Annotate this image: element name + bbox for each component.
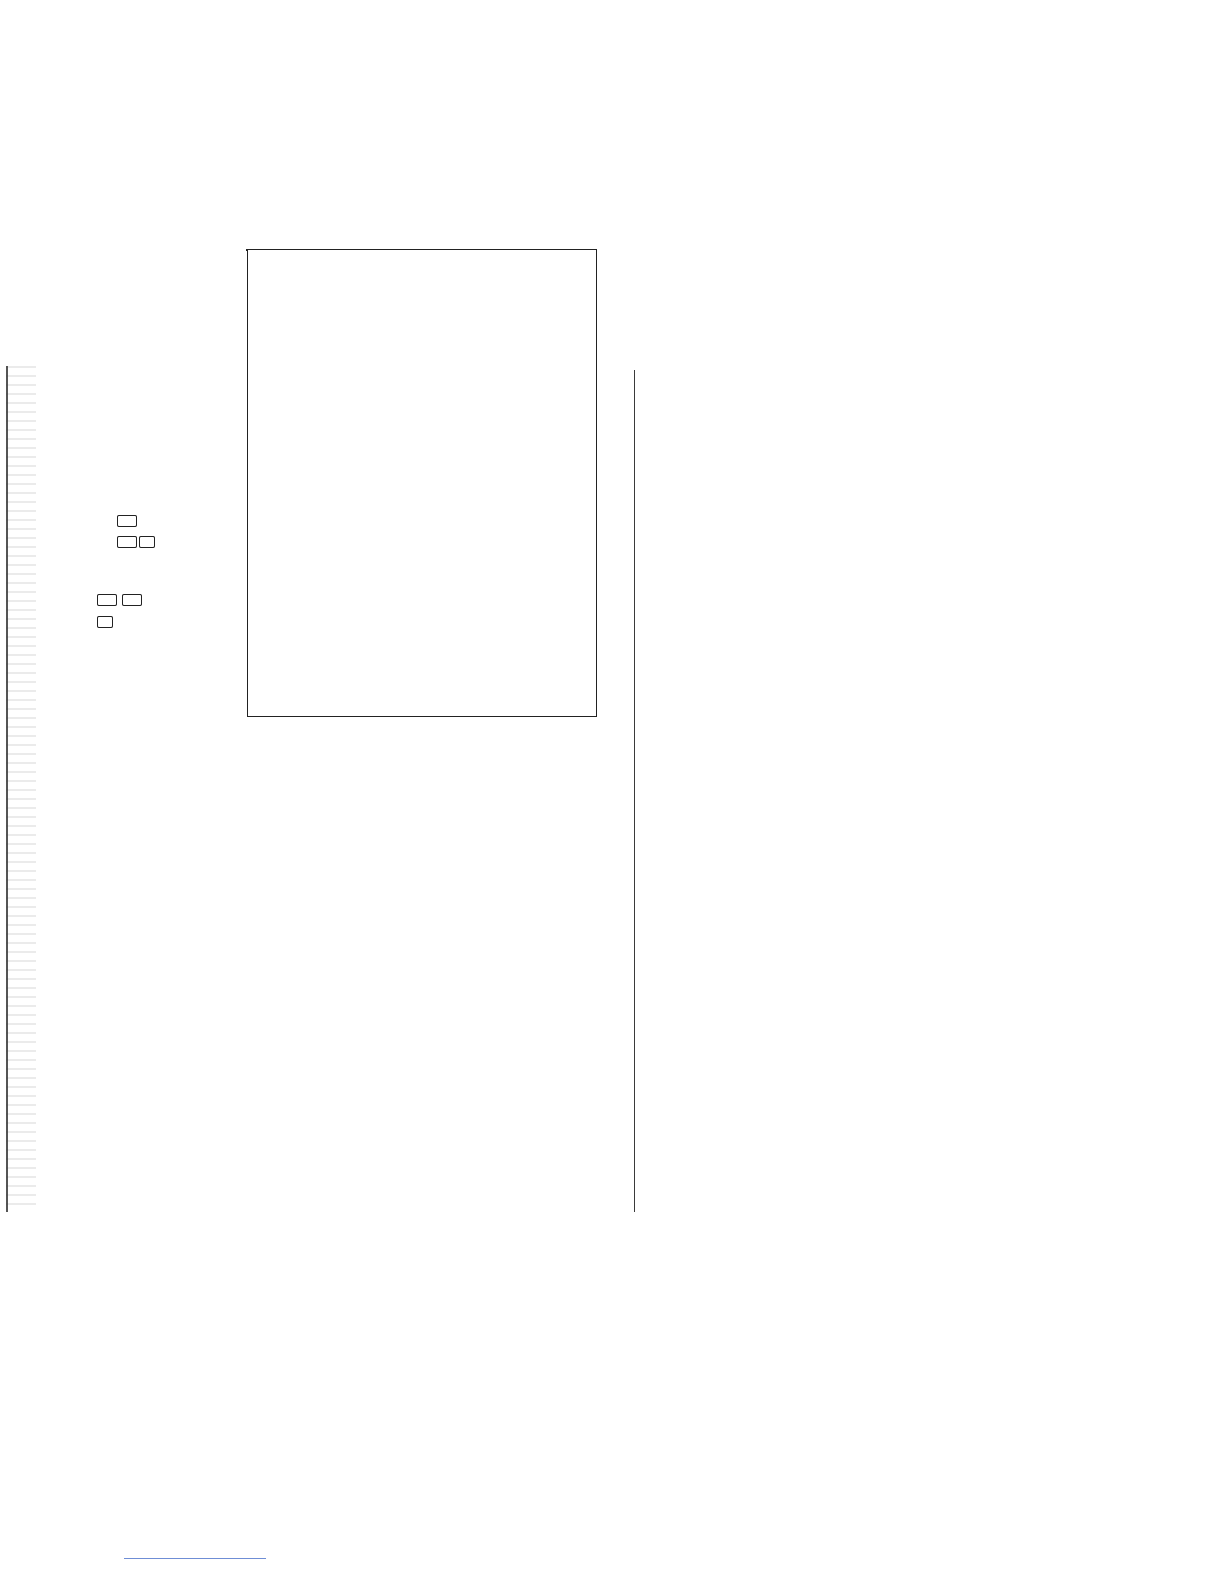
lcd-screen-data-communication-display [247,249,597,717]
page-gutter-shadow [6,366,36,1212]
margin-keys-1 [96,594,146,634]
page-divider [634,370,635,1212]
key-4-icon [97,616,113,628]
function-key-icon [117,536,137,548]
schedule-key-icon [117,515,137,527]
function-key-icon [122,594,142,606]
schedule-key-icon [97,594,117,606]
key-4-icon [139,536,155,548]
bottom-rule [124,1558,266,1559]
